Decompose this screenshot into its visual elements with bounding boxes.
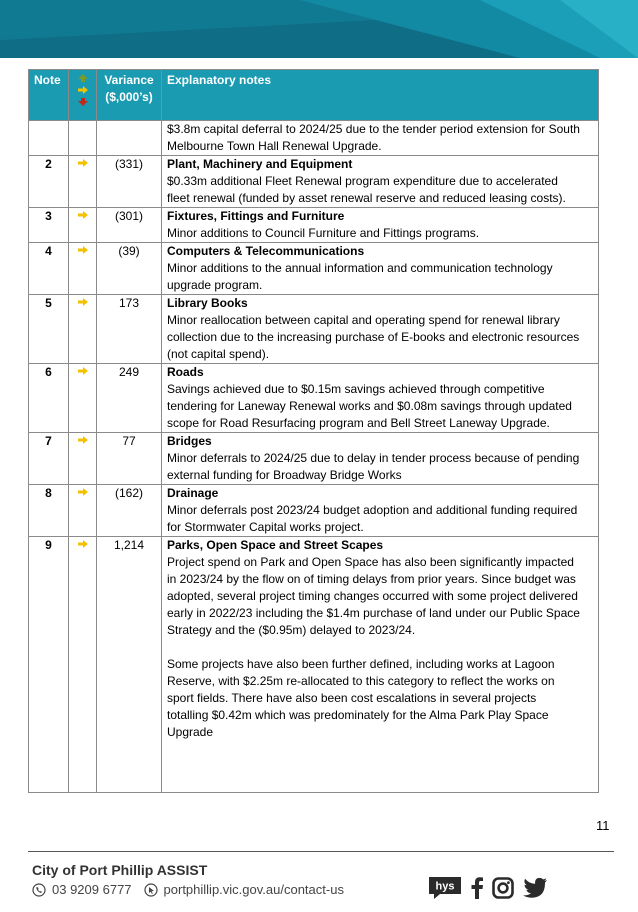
variance-value: 1,214 [97, 537, 162, 793]
variance-value: (162) [97, 485, 162, 537]
facebook-icon[interactable] [470, 877, 484, 899]
right-arrow-icon [77, 539, 89, 549]
footer-website-text: portphillip.vic.gov.au/contact-us [163, 882, 344, 897]
explanatory-line: Melbourne Town Hall Renewal Upgrade. [167, 139, 382, 153]
phone-icon [32, 883, 46, 897]
note-number: 8 [29, 485, 69, 537]
explanatory-line: (not capital spend). [167, 347, 270, 361]
arrow-cell [69, 433, 97, 485]
footer-phone-text: 03 9209 6777 [52, 882, 132, 897]
explanatory-line: Project spend on Park and Open Space has also been significantly impacted [167, 555, 574, 569]
variance-value: (39) [97, 243, 162, 295]
variance-value: 173 [97, 295, 162, 364]
explanatory-cell [162, 433, 599, 485]
explanatory-line [167, 639, 593, 656]
explanatory-line: fleet renewal (funded by asset renewal reserve and reduced leasing costs). [167, 191, 566, 205]
explanatory-cell [162, 364, 599, 433]
explanatory-cell [162, 537, 599, 793]
arrow-cell [69, 156, 97, 208]
arrow-cell [69, 295, 97, 364]
footer-divider [28, 851, 614, 852]
variance-value: 77 [97, 433, 162, 485]
explanatory-line: in 2023/24 by the flow on of timing delays from prior years. Since budget was [167, 572, 576, 586]
down-arrow-icon [77, 97, 89, 107]
category-title: Computers & Telecommunications [167, 244, 365, 258]
explanatory-line: adopted, several project timing changes occurred with some project delivered [167, 589, 578, 603]
explanatory-line: Upgrade [167, 725, 214, 739]
explanatory-cell [162, 485, 599, 537]
explanatory-line: scope for Road Resurfacing program and Bell Street Laneway Upgrade. [167, 416, 550, 430]
cell-padding [167, 741, 593, 792]
explanatory-line: Strategy and the ($0.95m) delayed to 2023/24. [167, 623, 416, 637]
explanatory-line: Minor deferrals post 2023/24 budget adoption and additional funding required [167, 503, 578, 517]
table-row [29, 243, 599, 295]
arrow-cell [69, 364, 97, 433]
explanatory-cell [162, 243, 599, 295]
note-number: 3 [29, 208, 69, 243]
explanatory-line: Savings achieved due to $0.15m savings achieved through competitive [167, 382, 545, 396]
right-arrow-icon [77, 435, 89, 445]
explanatory-line: Minor deferrals to 2024/25 due to delay in tender process because of pending [167, 451, 580, 465]
explanatory-line: collection due to the increasing purchase of E-books and electronic resources [167, 330, 580, 344]
footer-phone[interactable] [32, 882, 132, 897]
arrow-cell [69, 208, 97, 243]
table-row [29, 208, 599, 243]
continuation-row [29, 121, 599, 156]
explanatory-line: Some projects have also been further defined, including works at Lagoon [167, 657, 555, 671]
note-number: 4 [29, 243, 69, 295]
variance-value: 249 [97, 364, 162, 433]
footer-contacts [32, 882, 344, 897]
arrow-cell [69, 485, 97, 537]
explanatory-line: Minor reallocation between capital and operating spend for renewal library [167, 313, 560, 327]
continuation-note-cell [29, 121, 69, 156]
up-arrow-icon [77, 73, 89, 83]
right-arrow-icon [77, 210, 89, 220]
page-number: 11 [596, 818, 610, 833]
continuation-explanatory-cell [162, 121, 599, 156]
explanatory-line: for Stormwater Capital works project. [167, 520, 364, 534]
category-title: Plant, Machinery and Equipment [167, 157, 353, 171]
header-explanatory: Explanatory notes [162, 70, 599, 121]
instagram-icon[interactable] [492, 877, 514, 899]
explanatory-line: $0.33m additional Fleet Renewal program expenditure due to accelerated [167, 174, 558, 188]
explanatory-line: early in 2022/23 including the $1.4m purchase of land under our Public Space [167, 606, 580, 620]
social-links [428, 876, 548, 900]
continuation-arrow-cell [69, 121, 97, 156]
explanatory-line: upgrade program. [167, 278, 263, 292]
explanatory-line: totalling $0.42m which was predominately for the Alma Park Play Space [167, 708, 549, 722]
variance-table [28, 69, 599, 793]
explanatory-line: $3.8m capital deferral to 2024/25 due to the tender period extension for South [167, 122, 580, 136]
hys-logo-icon[interactable] [428, 876, 462, 900]
note-number: 2 [29, 156, 69, 208]
explanatory-cell [162, 208, 599, 243]
note-number: 5 [29, 295, 69, 364]
category-title: Roads [167, 365, 204, 379]
table-row [29, 156, 599, 208]
variance-value: (331) [97, 156, 162, 208]
header-variance: Variance ($,000’s) [97, 70, 162, 121]
table-row [29, 537, 599, 793]
table-row [29, 295, 599, 364]
right-arrow-icon [77, 158, 89, 168]
explanatory-line: Minor additions to Council Furniture and Fittings programs. [167, 226, 480, 240]
category-title: Parks, Open Space and Street Scapes [167, 538, 384, 552]
right-arrow-icon [77, 366, 89, 376]
right-arrow-icon [77, 297, 89, 307]
arrow-cell [69, 243, 97, 295]
arrow-cell [69, 537, 97, 793]
continuation-variance-cell [97, 121, 162, 156]
category-title: Bridges [167, 434, 212, 448]
table-header-row [29, 70, 599, 121]
banner-graphic [0, 0, 638, 58]
footer-website-link[interactable] [144, 882, 344, 897]
cursor-icon [144, 883, 158, 897]
note-number: 9 [29, 537, 69, 793]
variance-value: (301) [97, 208, 162, 243]
right-arrow-icon [77, 245, 89, 255]
explanatory-line: tendering for Laneway Renewal works and $0.08m savings through updated [167, 399, 572, 413]
header-arrows [69, 70, 97, 121]
note-number: 7 [29, 433, 69, 485]
table-row [29, 485, 599, 537]
explanatory-line: Minor additions to the annual information and communication technology [167, 261, 553, 275]
footer-org-name: City of Port Phillip ASSIST [32, 862, 208, 878]
category-title: Library Books [167, 296, 248, 310]
explanatory-cell [162, 295, 599, 364]
table-row [29, 364, 599, 433]
explanatory-cell [162, 156, 599, 208]
right-arrow-icon [77, 85, 89, 95]
category-title: Fixtures, Fittings and Furniture [167, 209, 345, 223]
table-row [29, 433, 599, 485]
twitter-icon[interactable] [522, 877, 548, 899]
right-arrow-icon [77, 487, 89, 497]
note-number: 6 [29, 364, 69, 433]
explanatory-line: sport fields. There have also been cost escalations in several projects [167, 691, 537, 705]
explanatory-line: external funding for Broadway Bridge Works [167, 468, 402, 482]
explanatory-line: Reserve, with $2.25m re-allocated to this category to reflect the works on [167, 674, 555, 688]
hys-logo-label: hys [435, 880, 455, 893]
header-note: Note [29, 70, 69, 121]
top-banner [0, 0, 638, 58]
category-title: Drainage [167, 486, 219, 500]
